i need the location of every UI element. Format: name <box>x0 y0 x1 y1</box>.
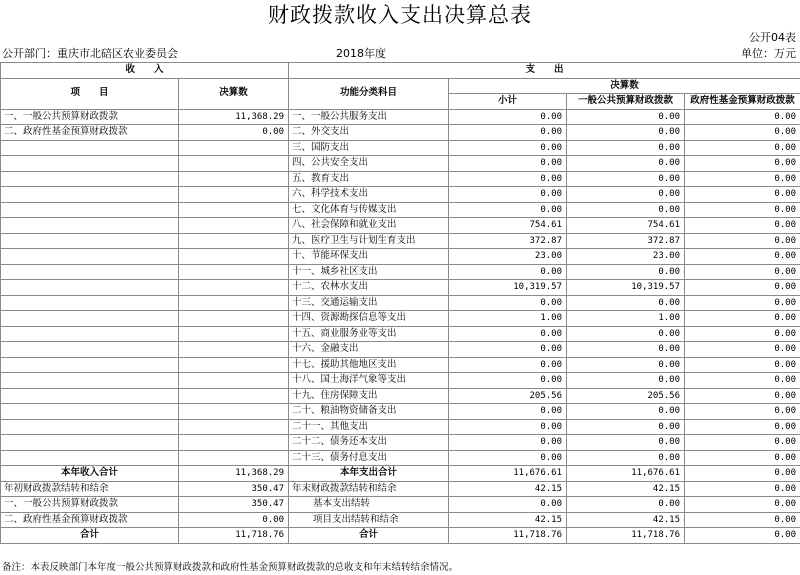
income-total-row <box>1 466 800 482</box>
income-amount <box>179 264 289 280</box>
expense-subtotal: 0.00 <box>449 125 567 141</box>
carryover-row <box>1 481 800 497</box>
income-amount <box>179 233 289 249</box>
expense-general: 0.00 <box>567 109 685 125</box>
header-subtotal: 小计 <box>449 94 567 110</box>
table-row <box>1 264 800 280</box>
end-balance-fund: 0.00 <box>685 481 800 497</box>
table-row <box>1 404 800 420</box>
header-expense: 支 出 <box>289 63 800 79</box>
expense-general: 0.00 <box>567 264 685 280</box>
table-row <box>1 326 800 342</box>
grand-total-right-label: 合计 <box>289 528 449 544</box>
expense-subtotal: 1.00 <box>449 311 567 327</box>
table-row <box>1 218 800 234</box>
table-row <box>1 373 800 389</box>
income-amount <box>179 280 289 296</box>
table-row <box>1 342 800 358</box>
expense-category: 十一、城乡社区支出 <box>289 264 449 280</box>
begin-balance-label: 年初财政拨款结转和结余 <box>1 481 179 497</box>
expense-general: 0.00 <box>567 357 685 373</box>
footnote: 备注：本表反映部门本年度一般公共预算财政拨款和政府性基金预算财政拨款的总收支和年末结转结余情况。 <box>2 562 459 573</box>
income-item <box>1 218 179 234</box>
table-row <box>1 419 800 435</box>
expense-fund: 0.00 <box>685 264 800 280</box>
expense-fund: 0.00 <box>685 373 800 389</box>
expense-subtotal: 0.00 <box>449 171 567 187</box>
header-final-amount-group: 决算数 <box>449 78 800 94</box>
basic-carry-fund: 0.00 <box>685 497 800 513</box>
budget-table <box>0 62 800 544</box>
project-carry-general: 42.15 <box>567 512 685 528</box>
table-row <box>1 311 800 327</box>
expense-category: 十二、农林水支出 <box>289 280 449 296</box>
expense-fund: 0.00 <box>685 295 800 311</box>
income-amount <box>179 295 289 311</box>
grand-total-left-value: 11,718.76 <box>179 528 289 544</box>
table-row <box>1 140 800 156</box>
expense-fund: 0.00 <box>685 140 800 156</box>
income-item <box>1 202 179 218</box>
expense-general: 0.00 <box>567 156 685 172</box>
expense-fund: 0.00 <box>685 357 800 373</box>
basic-carry-general: 0.00 <box>567 497 685 513</box>
income-amount <box>179 156 289 172</box>
expense-general: 0.00 <box>567 295 685 311</box>
expense-general: 372.87 <box>567 233 685 249</box>
table-row <box>1 187 800 203</box>
basic-carry-label: 基本支出结转 <box>289 497 449 513</box>
income-item <box>1 404 179 420</box>
expense-general: 0.00 <box>567 404 685 420</box>
expense-fund: 0.00 <box>685 125 800 141</box>
expense-category: 八、社会保障和就业支出 <box>289 218 449 234</box>
expense-subtotal: 23.00 <box>449 249 567 265</box>
expense-subtotal: 0.00 <box>449 404 567 420</box>
basic-carry-subtotal: 0.00 <box>449 497 567 513</box>
begin-general-value: 350.47 <box>179 497 289 513</box>
table-row <box>1 125 800 141</box>
grand-total-subtotal: 11,718.76 <box>449 528 567 544</box>
expense-fund: 0.00 <box>685 109 800 125</box>
unit-label: 单位：万元 <box>741 47 796 60</box>
income-amount <box>179 171 289 187</box>
expense-subtotal: 0.00 <box>449 295 567 311</box>
expense-subtotal: 0.00 <box>449 342 567 358</box>
income-total-label: 本年收入合计 <box>1 466 179 482</box>
income-item: 一、一般公共预算财政拨款 <box>1 109 179 125</box>
grand-total-general: 11,718.76 <box>567 528 685 544</box>
expense-general: 0.00 <box>567 187 685 203</box>
expense-fund: 0.00 <box>685 187 800 203</box>
expense-category: 二十、粮油物资储备支出 <box>289 404 449 420</box>
expense-subtotal: 0.00 <box>449 357 567 373</box>
department-label: 公开部门：重庆市北碚区农业委员会 <box>2 47 178 60</box>
grand-total-row <box>1 528 800 544</box>
expense-total-general: 11,676.61 <box>567 466 685 482</box>
expense-category: 十八、国土海洋气象等支出 <box>289 373 449 389</box>
income-item <box>1 280 179 296</box>
expense-category: 三、国防支出 <box>289 140 449 156</box>
table-row <box>1 202 800 218</box>
form-code: 公开04表 <box>749 31 796 44</box>
expense-fund: 0.00 <box>685 171 800 187</box>
expense-general: 0.00 <box>567 435 685 451</box>
expense-fund: 0.00 <box>685 156 800 172</box>
expense-subtotal: 0.00 <box>449 140 567 156</box>
expense-subtotal: 0.00 <box>449 419 567 435</box>
expense-general: 0.00 <box>567 342 685 358</box>
table-row <box>1 156 800 172</box>
income-amount <box>179 187 289 203</box>
header-func-category: 功能分类科目 <box>289 78 449 109</box>
expense-general: 754.61 <box>567 218 685 234</box>
income-amount <box>179 373 289 389</box>
expense-subtotal: 0.00 <box>449 202 567 218</box>
expense-category: 二、外交支出 <box>289 125 449 141</box>
project-carry-fund: 0.00 <box>685 512 800 528</box>
table-row <box>1 249 800 265</box>
income-item <box>1 249 179 265</box>
expense-subtotal: 205.56 <box>449 388 567 404</box>
header-row-1 <box>1 63 800 79</box>
expense-category: 二十二、债务还本支出 <box>289 435 449 451</box>
expense-category: 十三、交通运输支出 <box>289 295 449 311</box>
expense-fund: 0.00 <box>685 249 800 265</box>
expense-category: 十、节能环保支出 <box>289 249 449 265</box>
expense-general: 0.00 <box>567 373 685 389</box>
header-general-budget: 一般公共预算财政拨款 <box>567 94 685 110</box>
expense-category: 十六、金融支出 <box>289 342 449 358</box>
expense-general: 1.00 <box>567 311 685 327</box>
income-item <box>1 450 179 466</box>
income-amount <box>179 388 289 404</box>
expense-fund: 0.00 <box>685 388 800 404</box>
end-balance-label: 年末财政拨款结转和结余 <box>289 481 449 497</box>
income-amount <box>179 450 289 466</box>
income-total-value: 11,368.29 <box>179 466 289 482</box>
header-gov-fund: 政府性基金预算财政拨款 <box>685 94 800 110</box>
expense-general: 0.00 <box>567 171 685 187</box>
income-item: 二、政府性基金预算财政拨款 <box>1 125 179 141</box>
income-amount <box>179 202 289 218</box>
income-item <box>1 388 179 404</box>
expense-total-fund: 0.00 <box>685 466 800 482</box>
table-row <box>1 171 800 187</box>
end-balance-subtotal: 42.15 <box>449 481 567 497</box>
expense-category: 十四、资源勘探信息等支出 <box>289 311 449 327</box>
header-final-amount: 决算数 <box>179 78 289 109</box>
expense-subtotal: 754.61 <box>449 218 567 234</box>
expense-subtotal: 372.87 <box>449 233 567 249</box>
begin-fund-value: 0.00 <box>179 512 289 528</box>
income-amount <box>179 249 289 265</box>
project-row <box>1 512 800 528</box>
expense-fund: 0.00 <box>685 218 800 234</box>
expense-general: 0.00 <box>567 140 685 156</box>
expense-general: 0.00 <box>567 419 685 435</box>
expense-general: 0.00 <box>567 202 685 218</box>
expense-subtotal: 0.00 <box>449 187 567 203</box>
expense-fund: 0.00 <box>685 233 800 249</box>
expense-category: 十七、援助其他地区支出 <box>289 357 449 373</box>
income-item <box>1 311 179 327</box>
expense-category: 四、公共安全支出 <box>289 156 449 172</box>
income-item <box>1 435 179 451</box>
expense-subtotal: 0.00 <box>449 109 567 125</box>
grand-total-fund: 0.00 <box>685 528 800 544</box>
income-item <box>1 171 179 187</box>
header-row-2 <box>1 78 800 94</box>
income-item <box>1 264 179 280</box>
expense-category: 十五、商业服务业等支出 <box>289 326 449 342</box>
table-row <box>1 450 800 466</box>
expense-category: 九、医疗卫生与计划生育支出 <box>289 233 449 249</box>
income-amount <box>179 357 289 373</box>
income-amount: 11,368.29 <box>179 109 289 125</box>
income-item <box>1 156 179 172</box>
begin-balance-value: 350.47 <box>179 481 289 497</box>
grand-total-left-label: 合计 <box>1 528 179 544</box>
report-title: 财政拨款收入支出决算总表 <box>268 3 532 27</box>
expense-category: 五、教育支出 <box>289 171 449 187</box>
income-amount: 0.00 <box>179 125 289 141</box>
table-row <box>1 109 800 125</box>
income-item <box>1 187 179 203</box>
expense-fund: 0.00 <box>685 435 800 451</box>
expense-subtotal: 0.00 <box>449 264 567 280</box>
income-amount <box>179 404 289 420</box>
income-amount <box>179 326 289 342</box>
expense-subtotal: 0.00 <box>449 156 567 172</box>
expense-fund: 0.00 <box>685 280 800 296</box>
income-amount <box>179 342 289 358</box>
expense-total-subtotal: 11,676.61 <box>449 466 567 482</box>
income-item <box>1 140 179 156</box>
income-item <box>1 233 179 249</box>
expense-subtotal: 0.00 <box>449 326 567 342</box>
expense-subtotal: 0.00 <box>449 373 567 389</box>
expense-general: 10,319.57 <box>567 280 685 296</box>
expense-general: 0.00 <box>567 125 685 141</box>
income-amount <box>179 311 289 327</box>
begin-fund-label: 二、政府性基金预算财政拨款 <box>1 512 179 528</box>
expense-category: 一、一般公共服务支出 <box>289 109 449 125</box>
expense-general: 205.56 <box>567 388 685 404</box>
expense-subtotal: 10,319.57 <box>449 280 567 296</box>
expense-fund: 0.00 <box>685 326 800 342</box>
expense-category: 二十三、债务付息支出 <box>289 450 449 466</box>
income-amount <box>179 218 289 234</box>
basic-row <box>1 497 800 513</box>
expense-general: 23.00 <box>567 249 685 265</box>
table-row <box>1 295 800 311</box>
expense-fund: 0.00 <box>685 311 800 327</box>
income-item <box>1 342 179 358</box>
year-label: 2018年度 <box>336 47 386 60</box>
income-amount <box>179 140 289 156</box>
expense-fund: 0.00 <box>685 450 800 466</box>
income-item <box>1 295 179 311</box>
expense-general: 0.00 <box>567 450 685 466</box>
expense-subtotal: 0.00 <box>449 435 567 451</box>
expense-category: 七、文化体育与传媒支出 <box>289 202 449 218</box>
project-carry-label: 项目支出结转和结余 <box>289 512 449 528</box>
expense-fund: 0.00 <box>685 202 800 218</box>
end-balance-general: 42.15 <box>567 481 685 497</box>
income-item <box>1 326 179 342</box>
expense-general: 0.00 <box>567 326 685 342</box>
begin-general-label: 一、一般公共预算财政拨款 <box>1 497 179 513</box>
table-row <box>1 357 800 373</box>
expense-category: 六、科学技术支出 <box>289 187 449 203</box>
project-carry-subtotal: 42.15 <box>449 512 567 528</box>
income-amount <box>179 419 289 435</box>
header-item: 项 目 <box>1 78 179 109</box>
income-item <box>1 419 179 435</box>
table-row <box>1 233 800 249</box>
header-income: 收 入 <box>1 63 289 79</box>
table-row <box>1 388 800 404</box>
income-item <box>1 357 179 373</box>
expense-total-label: 本年支出合计 <box>289 466 449 482</box>
income-item <box>1 373 179 389</box>
expense-fund: 0.00 <box>685 404 800 420</box>
expense-category: 十九、住房保障支出 <box>289 388 449 404</box>
table-row <box>1 280 800 296</box>
table-row <box>1 435 800 451</box>
income-amount <box>179 435 289 451</box>
expense-fund: 0.00 <box>685 419 800 435</box>
expense-category: 二十一、其他支出 <box>289 419 449 435</box>
expense-fund: 0.00 <box>685 342 800 358</box>
expense-subtotal: 0.00 <box>449 450 567 466</box>
